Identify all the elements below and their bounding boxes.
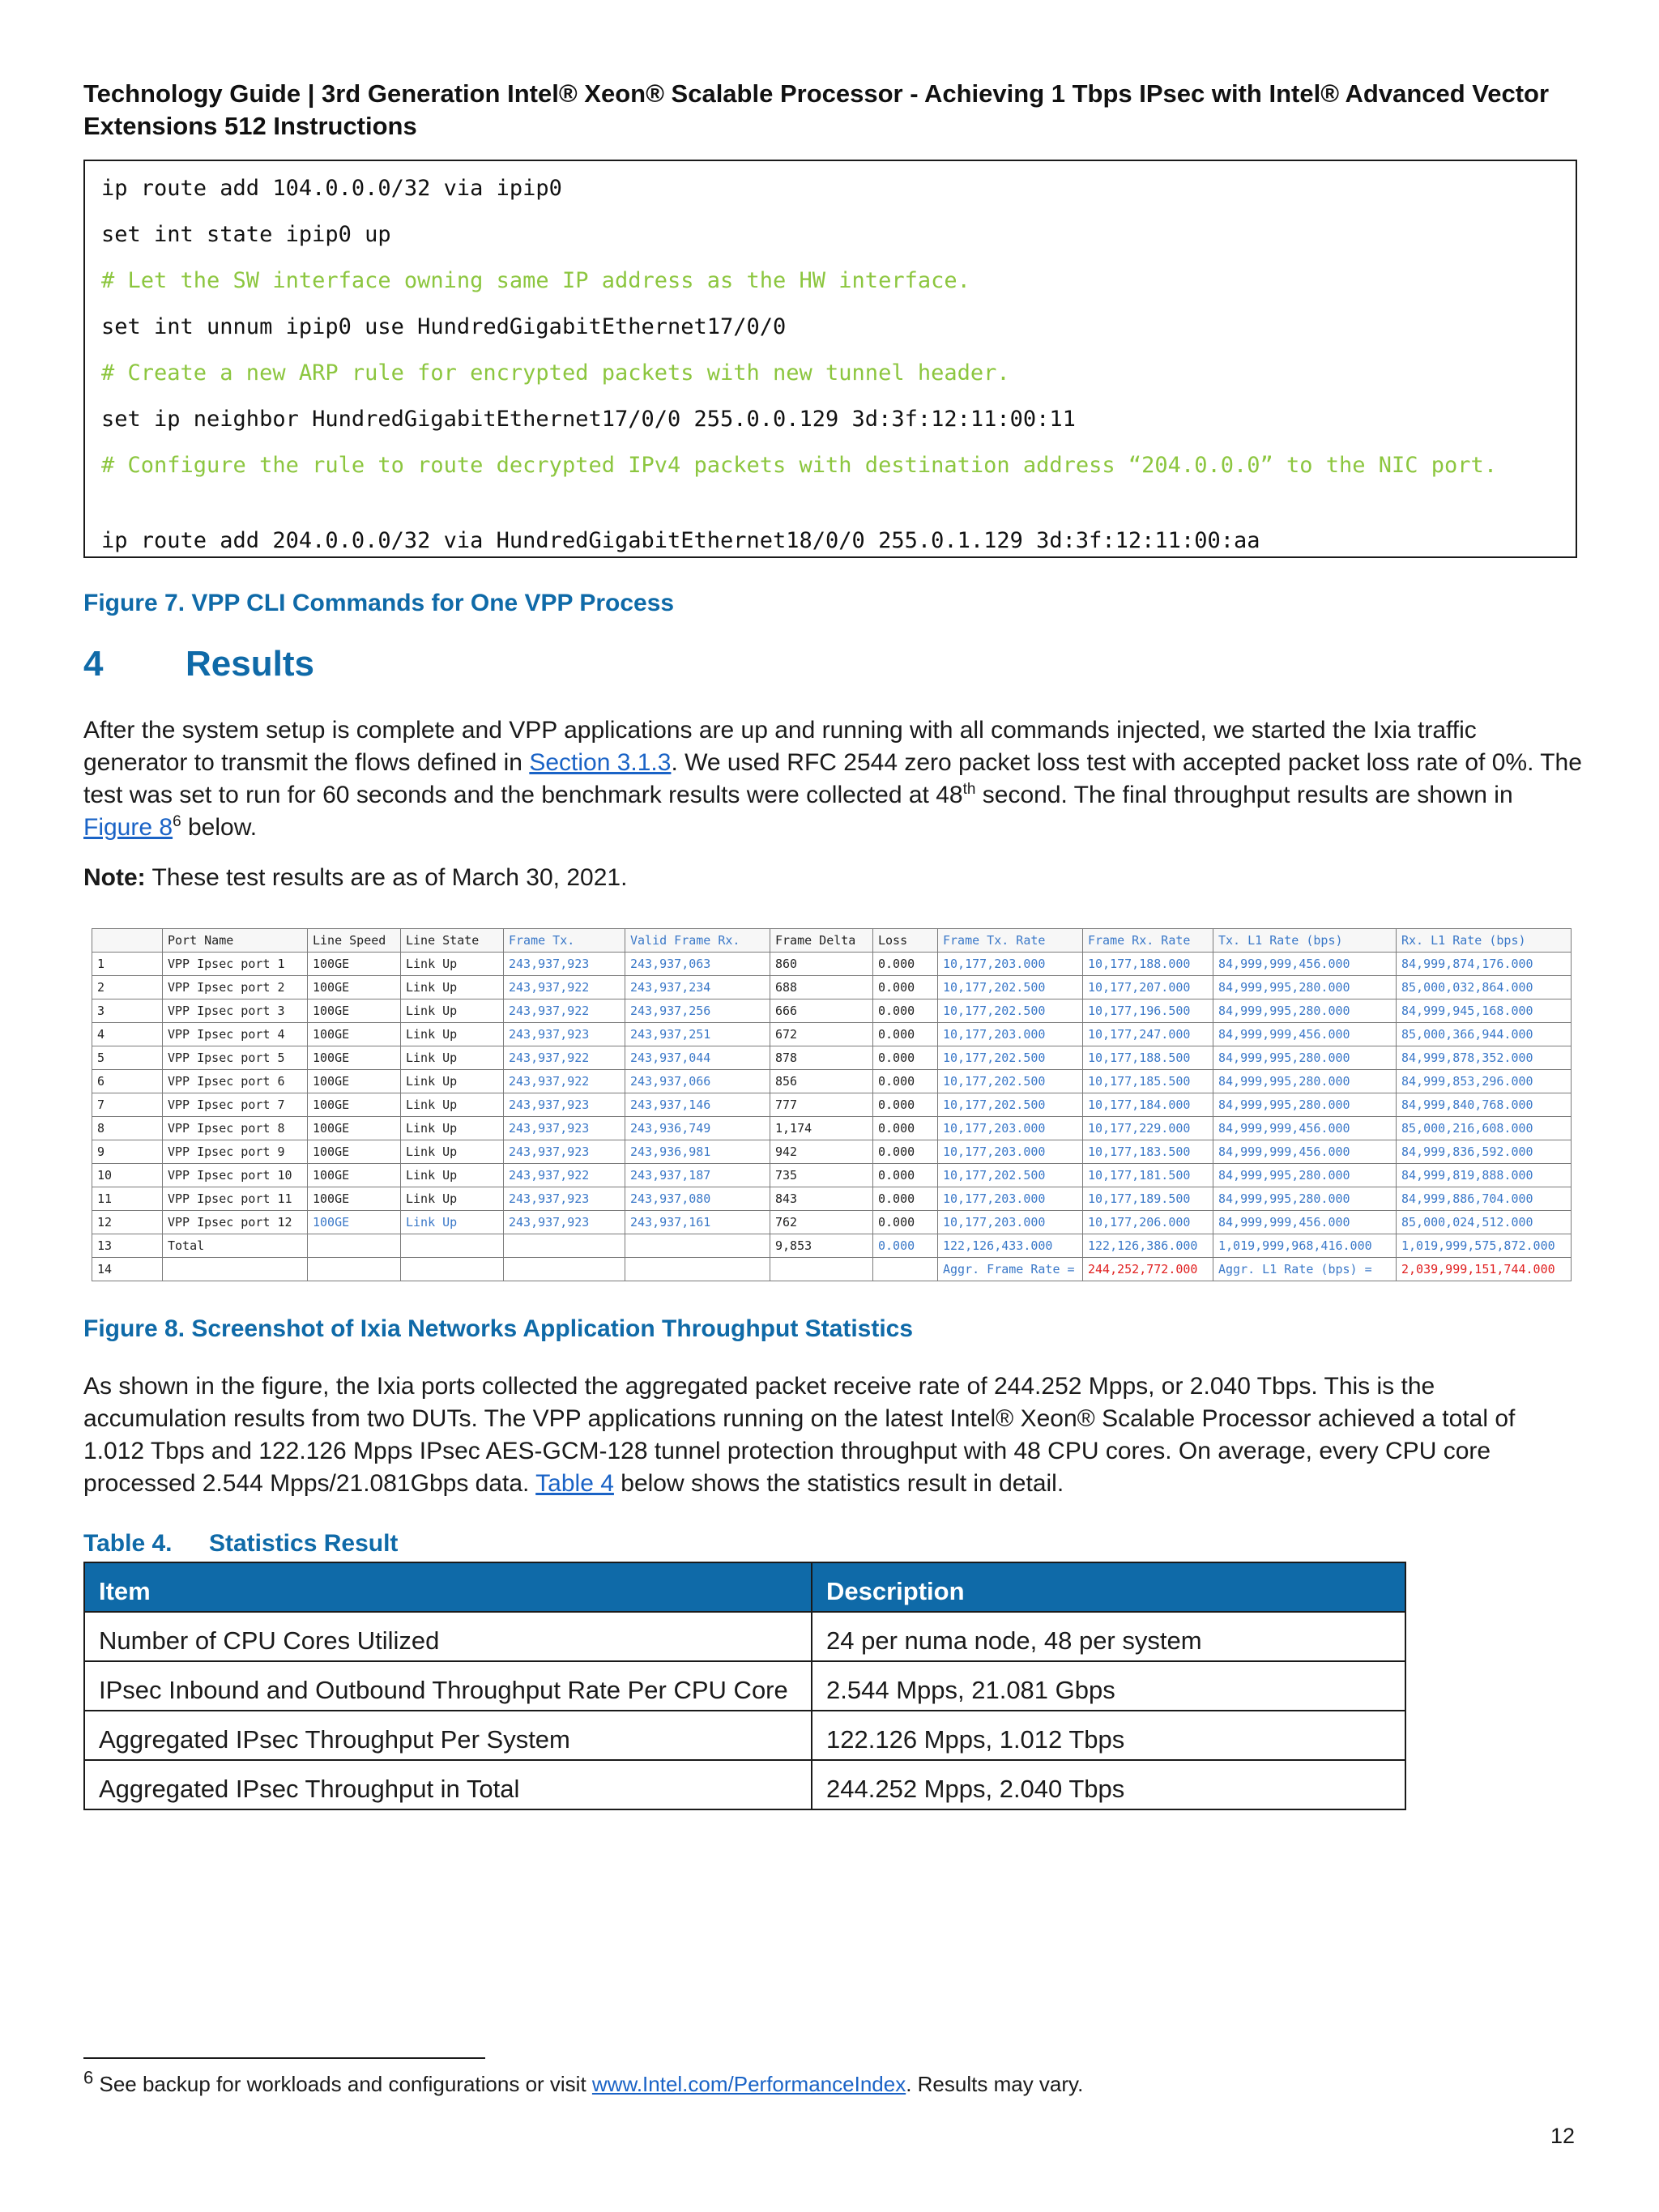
- table-title: [83, 1530, 398, 1558]
- table-cell: 243,937,923: [504, 1211, 625, 1234]
- table-cell: 7: [92, 1093, 163, 1117]
- table-cell: Link Up: [401, 1093, 504, 1117]
- table-cell: 84,999,819,888.000: [1397, 1164, 1572, 1187]
- section-link[interactable]: Section 3.1.3: [529, 749, 672, 776]
- footnote-text: . Results may vary.: [906, 2072, 1084, 2096]
- table-cell: VPP Ipsec port 7: [163, 1093, 308, 1117]
- note-text: These test results are as of March 30, 2021.: [145, 864, 628, 891]
- table-cell: 860: [770, 953, 873, 976]
- table-cell: 84,999,945,168.000: [1397, 999, 1572, 1023]
- table-cell: Number of CPU Cores Utilized: [84, 1612, 812, 1661]
- table-cell: [163, 1258, 308, 1281]
- table-cell: 0.000: [873, 1046, 938, 1070]
- table-cell: 10,177,203.000: [938, 1023, 1083, 1046]
- table-cell: 243,937,923: [504, 1140, 625, 1164]
- note-paragraph: [83, 862, 1582, 894]
- table-row: [92, 1187, 1572, 1211]
- table-cell: 100GE: [308, 1117, 401, 1140]
- table-cell: 10,177,202.500: [938, 1046, 1083, 1070]
- table-cell: 85,000,024,512.000: [1397, 1211, 1572, 1234]
- table-cell: 84,999,995,280.000: [1213, 1164, 1397, 1187]
- table-cell: [308, 1258, 401, 1281]
- table-cell: 100GE: [308, 1140, 401, 1164]
- table-cell: Link Up: [401, 1023, 504, 1046]
- table-cell: 666: [770, 999, 873, 1023]
- table-cell: 762: [770, 1211, 873, 1234]
- table-cell: 10,177,229.000: [1083, 1117, 1213, 1140]
- note-label: Note:: [83, 864, 146, 891]
- table-cell: 10,177,207.000: [1083, 976, 1213, 999]
- table-row: [92, 1117, 1572, 1140]
- table-cell: [401, 1258, 504, 1281]
- table-cell: 9,853: [770, 1234, 873, 1258]
- table-cell: 24 per numa node, 48 per system: [812, 1612, 1405, 1661]
- performance-index-link[interactable]: www.Intel.com/PerformanceIndex: [591, 2072, 906, 2096]
- table-cell: 243,937,234: [625, 976, 770, 999]
- table-cell: 10,177,189.500: [1083, 1187, 1213, 1211]
- table-cell: Link Up: [401, 1211, 504, 1234]
- table-cell: 10,177,247.000: [1083, 1023, 1213, 1046]
- table-cell: [401, 1234, 504, 1258]
- table-cell: 10,177,181.500: [1083, 1164, 1213, 1187]
- table-cell: [873, 1258, 938, 1281]
- summary-paragraph: [83, 1370, 1582, 1500]
- column-header: Tx. L1 Rate (bps): [1213, 929, 1397, 953]
- table-row: [92, 953, 1572, 976]
- table-cell: 100GE: [308, 1046, 401, 1070]
- table-cell: 243,937,923: [504, 1117, 625, 1140]
- table-cell: 12: [92, 1211, 163, 1234]
- table-cell: Link Up: [401, 1070, 504, 1093]
- table-cell: 1: [92, 953, 163, 976]
- table-cell: VPP Ipsec port 10: [163, 1164, 308, 1187]
- table-cell: 777: [770, 1093, 873, 1117]
- table-cell: 10,177,202.500: [938, 1070, 1083, 1093]
- table-cell: 10,177,188.000: [1083, 953, 1213, 976]
- table-cell: 244.252 Mpps, 2.040 Tbps: [812, 1760, 1405, 1809]
- table-cell: 0.000: [873, 1234, 938, 1258]
- table-cell: 13: [92, 1234, 163, 1258]
- table-cell: 0.000: [873, 999, 938, 1023]
- table-cell: Link Up: [401, 1164, 504, 1187]
- table-cell: 122.126 Mpps, 1.012 Tbps: [812, 1711, 1405, 1760]
- code-comment: # Let the SW interface owning same IP address as the HW interface.: [101, 268, 970, 293]
- table-cell: 10,177,203.000: [938, 1211, 1083, 1234]
- table-cell: 243,937,922: [504, 1070, 625, 1093]
- table-cell: 1,174: [770, 1117, 873, 1140]
- table-cell: 84,999,878,352.000: [1397, 1046, 1572, 1070]
- table-name: Statistics Result: [209, 1530, 399, 1557]
- table-cell: 243,937,922: [504, 1164, 625, 1187]
- table-cell: 84,999,836,592.000: [1397, 1140, 1572, 1164]
- table-row: [92, 1046, 1572, 1070]
- table-cell: 84,999,886,704.000: [1397, 1187, 1572, 1211]
- column-header: Valid Frame Rx.: [625, 929, 770, 953]
- table-cell: 243,937,187: [625, 1164, 770, 1187]
- table-cell: VPP Ipsec port 11: [163, 1187, 308, 1211]
- table-label: Table 4.: [83, 1530, 173, 1557]
- paragraph-text: second. The final throughput results are shown in: [975, 782, 1513, 808]
- table-cell: Aggregated IPsec Throughput in Total: [84, 1760, 812, 1809]
- table-cell: 672: [770, 1023, 873, 1046]
- table-row: [84, 1661, 1405, 1711]
- table-cell: Aggregated IPsec Throughput Per System: [84, 1711, 812, 1760]
- table-cell: 243,937,146: [625, 1093, 770, 1117]
- code-line: ip route add 104.0.0.0/32 via ipip0: [101, 176, 562, 201]
- table-cell: 243,937,256: [625, 999, 770, 1023]
- column-header: Frame Tx. Rate: [938, 929, 1083, 953]
- table-cell: 856: [770, 1070, 873, 1093]
- table-cell: 84,999,995,280.000: [1213, 1046, 1397, 1070]
- aggregate-row: [92, 1258, 1572, 1281]
- table-cell: 10,177,202.500: [938, 976, 1083, 999]
- column-header: Line Speed: [308, 929, 401, 953]
- table-cell: 0.000: [873, 1023, 938, 1046]
- table-cell: 8: [92, 1117, 163, 1140]
- table-cell: 1,019,999,968,416.000: [1213, 1234, 1397, 1258]
- table-cell: Link Up: [401, 999, 504, 1023]
- table-cell: 10,177,184.000: [1083, 1093, 1213, 1117]
- table-cell: 0.000: [873, 1164, 938, 1187]
- section-title: Results: [186, 644, 314, 684]
- stats-header-row: [84, 1562, 1405, 1612]
- table-cell: 244,252,772.000: [1083, 1258, 1213, 1281]
- table-cell: VPP Ipsec port 12: [163, 1211, 308, 1234]
- table-cell: 10,177,203.000: [938, 953, 1083, 976]
- footnote-divider: [83, 2057, 485, 2059]
- code-line: set int unnum ipip0 use HundredGigabitEthernet17/0/0: [101, 314, 787, 339]
- table-cell: Aggr. L1 Rate (bps) =: [1213, 1258, 1397, 1281]
- table-cell: Link Up: [401, 1117, 504, 1140]
- table-cell: 6: [92, 1070, 163, 1093]
- table-cell: 85,000,366,944.000: [1397, 1023, 1572, 1046]
- table-cell: 14: [92, 1258, 163, 1281]
- table-cell: VPP Ipsec port 6: [163, 1070, 308, 1093]
- table-cell: 10,177,183.500: [1083, 1140, 1213, 1164]
- table-cell: VPP Ipsec port 2: [163, 976, 308, 999]
- table-cell: 243,937,923: [504, 953, 625, 976]
- code-block: [83, 160, 1577, 558]
- table-cell: 243,936,981: [625, 1140, 770, 1164]
- table-cell: 10: [92, 1164, 163, 1187]
- table-cell: 84,999,995,280.000: [1213, 976, 1397, 999]
- table-row: [92, 1140, 1572, 1164]
- table-cell: 243,937,080: [625, 1187, 770, 1211]
- footnote: [83, 2067, 1084, 2097]
- table-cell: [770, 1258, 873, 1281]
- table-cell: 84,999,995,280.000: [1213, 999, 1397, 1023]
- table-cell: 735: [770, 1164, 873, 1187]
- table-cell: VPP Ipsec port 3: [163, 999, 308, 1023]
- column-header: Frame Tx.: [504, 929, 625, 953]
- table-cell: Link Up: [401, 976, 504, 999]
- table-cell: 243,937,923: [504, 1093, 625, 1117]
- table-row: [92, 999, 1572, 1023]
- table-cell: Total: [163, 1234, 308, 1258]
- statistics-table: [83, 1562, 1406, 1810]
- table-cell: 0.000: [873, 1117, 938, 1140]
- table-row: [92, 1070, 1572, 1093]
- column-header: Line State: [401, 929, 504, 953]
- table-cell: 243,936,749: [625, 1117, 770, 1140]
- table-cell: 10,177,203.000: [938, 1140, 1083, 1164]
- table-cell: 84,999,999,456.000: [1213, 1023, 1397, 1046]
- code-comment: # Create a new ARP rule for encrypted packets with new tunnel header.: [101, 360, 1010, 386]
- table-cell: 100GE: [308, 1211, 401, 1234]
- table-cell: Link Up: [401, 1046, 504, 1070]
- table-cell: Aggr. Frame Rate =: [938, 1258, 1083, 1281]
- table-cell: 9: [92, 1140, 163, 1164]
- section-heading: [83, 644, 314, 684]
- table-cell: 100GE: [308, 1164, 401, 1187]
- table-cell: 84,999,999,456.000: [1213, 1140, 1397, 1164]
- footnote-mark: 6: [83, 2067, 94, 2088]
- paragraph-text: . We used RFC 2544 zero packet loss test with accepted packet loss rate of 0%. The test was set to run for 60 seconds and the benchmark results were collected at 48: [83, 749, 1582, 808]
- table-cell: 10,177,203.000: [938, 1117, 1083, 1140]
- table-cell: 84,999,995,280.000: [1213, 1093, 1397, 1117]
- footnote-text: See backup for workloads and configurations or visit: [93, 2072, 592, 2096]
- table-cell: 878: [770, 1046, 873, 1070]
- table-cell: 100GE: [308, 953, 401, 976]
- section-number: 4: [83, 644, 104, 684]
- table-cell: 243,937,922: [504, 976, 625, 999]
- table-cell: 4: [92, 1023, 163, 1046]
- table-cell: 2: [92, 976, 163, 999]
- table-cell: 243,937,044: [625, 1046, 770, 1070]
- table-cell: 84,999,874,176.000: [1397, 953, 1572, 976]
- table-row: [84, 1711, 1405, 1760]
- table-row: [92, 976, 1572, 999]
- ixia-header-row: [92, 929, 1572, 953]
- page-number: 12: [1550, 2124, 1576, 2148]
- table-cell: 10,177,202.500: [938, 999, 1083, 1023]
- table-cell: 243,937,161: [625, 1211, 770, 1234]
- table-cell: 243,937,922: [504, 999, 625, 1023]
- table-cell: 843: [770, 1187, 873, 1211]
- ixia-statistics-table: [92, 928, 1572, 1281]
- table-cell: 10,177,185.500: [1083, 1070, 1213, 1093]
- table-cell: 11: [92, 1187, 163, 1211]
- table-cell: 10,177,196.500: [1083, 999, 1213, 1023]
- table-cell: 84,999,995,280.000: [1213, 1187, 1397, 1211]
- table-cell: [625, 1258, 770, 1281]
- table-cell: 688: [770, 976, 873, 999]
- paragraph-text: After the system setup is complete and VPP applications are up and running with all commands injected, we started the Ixia traffic generator to transmit the flows defined in: [83, 717, 1477, 776]
- table-cell: 2,039,999,151,744.000: [1397, 1258, 1572, 1281]
- code-comment: # Configure the rule to route decrypted IPv4 packets with destination address “204.0.0.0” to the NIC port.: [101, 453, 1498, 478]
- figure-caption: Figure 7. VPP CLI Commands for One VPP Process: [83, 590, 675, 616]
- column-header: Port Name: [163, 929, 308, 953]
- table-row: [92, 1211, 1572, 1234]
- table-cell: [625, 1234, 770, 1258]
- code-line: set ip neighbor HundredGigabitEthernet17/0/0 255.0.0.129 3d:3f:12:11:00:11: [101, 407, 1076, 432]
- table-cell: VPP Ipsec port 1: [163, 953, 308, 976]
- table-cell: 84,999,853,296.000: [1397, 1070, 1572, 1093]
- table-cell: 84,999,999,456.000: [1213, 1117, 1397, 1140]
- table-cell: 243,937,251: [625, 1023, 770, 1046]
- table-cell: 84,999,999,456.000: [1213, 953, 1397, 976]
- table-row: [92, 1093, 1572, 1117]
- table-cell: Link Up: [401, 1187, 504, 1211]
- table-cell: 0.000: [873, 1070, 938, 1093]
- paragraph-text: below shows the statistics result in detail.: [613, 1470, 1064, 1497]
- table-cell: 100GE: [308, 1093, 401, 1117]
- table-cell: 10,177,206.000: [1083, 1211, 1213, 1234]
- table-cell: 100GE: [308, 976, 401, 999]
- total-row: [92, 1234, 1572, 1258]
- intro-paragraph: [83, 714, 1582, 844]
- figure-link[interactable]: Figure 8: [83, 814, 173, 841]
- table-cell: 243,937,066: [625, 1070, 770, 1093]
- table-cell: VPP Ipsec port 9: [163, 1140, 308, 1164]
- table-cell: 10,177,203.000: [938, 1187, 1083, 1211]
- column-header: [92, 929, 163, 953]
- table-link[interactable]: Table 4: [535, 1470, 614, 1497]
- column-header: Frame Delta: [770, 929, 873, 953]
- table-cell: 942: [770, 1140, 873, 1164]
- table-cell: 10,177,202.500: [938, 1093, 1083, 1117]
- table-cell: IPsec Inbound and Outbound Throughput Rate Per CPU Core: [84, 1661, 812, 1711]
- table-cell: [504, 1234, 625, 1258]
- table-cell: 84,999,999,456.000: [1213, 1211, 1397, 1234]
- table-cell: 84,999,840,768.000: [1397, 1093, 1572, 1117]
- table-cell: 85,000,216,608.000: [1397, 1117, 1572, 1140]
- table-cell: 1,019,999,575,872.000: [1397, 1234, 1572, 1258]
- column-header: Loss: [873, 929, 938, 953]
- table-cell: 122,126,433.000: [938, 1234, 1083, 1258]
- table-row: [84, 1760, 1405, 1809]
- code-line: set int state ipip0 up: [101, 222, 391, 247]
- footnote-ref: 6: [173, 813, 181, 830]
- table-cell: 2.544 Mpps, 21.081 Gbps: [812, 1661, 1405, 1711]
- table-cell: 0.000: [873, 1140, 938, 1164]
- table-cell: 84,999,995,280.000: [1213, 1070, 1397, 1093]
- table-row: [92, 1164, 1572, 1187]
- column-header: Rx. L1 Rate (bps): [1397, 929, 1572, 953]
- table-cell: 0.000: [873, 953, 938, 976]
- table-cell: 122,126,386.000: [1083, 1234, 1213, 1258]
- column-header: Item: [84, 1562, 812, 1612]
- paragraph-text: below.: [181, 814, 258, 841]
- table-cell: 243,937,922: [504, 1046, 625, 1070]
- table-cell: [308, 1234, 401, 1258]
- table-cell: [504, 1258, 625, 1281]
- table-cell: 100GE: [308, 1023, 401, 1046]
- figure-caption: Figure 8. Screenshot of Ixia Networks Application Throughput Statistics: [83, 1315, 914, 1342]
- table-cell: 85,000,032,864.000: [1397, 976, 1572, 999]
- table-cell: 100GE: [308, 1070, 401, 1093]
- paragraph-text: As shown in the figure, the Ixia ports collected the aggregated packet receive rate of 244.252 Mpps, or 2.040 Tbps. This is the accumulation results from two DUTs. The VPP applications running on the latest Intel® Xeon® Scalable Processor achieved a total of 1.012 Tbps and 122.126 Mpps IPsec AES-GCM-128 tunnel protection throughput with 48 CPU cores. On average, every CPU core processed 2.544 Mpps/21.081Gbps data.: [83, 1373, 1516, 1497]
- table-cell: VPP Ipsec port 8: [163, 1117, 308, 1140]
- table-cell: 10,177,202.500: [938, 1164, 1083, 1187]
- table-row: [84, 1612, 1405, 1661]
- table-cell: 3: [92, 999, 163, 1023]
- table-cell: 0.000: [873, 1093, 938, 1117]
- column-header: Description: [812, 1562, 1405, 1612]
- table-cell: 10,177,188.500: [1083, 1046, 1213, 1070]
- table-cell: VPP Ipsec port 5: [163, 1046, 308, 1070]
- table-cell: 243,937,923: [504, 1187, 625, 1211]
- table-cell: 100GE: [308, 1187, 401, 1211]
- table-cell: Link Up: [401, 953, 504, 976]
- superscript: th: [962, 781, 976, 798]
- table-cell: 0.000: [873, 1211, 938, 1234]
- table-cell: 243,937,063: [625, 953, 770, 976]
- table-cell: 100GE: [308, 999, 401, 1023]
- code-line: ip route add 204.0.0.0/32 via HundredGigabitEthernet18/0/0 255.0.1.129 3d:3f:12:11:00:aa: [101, 528, 1260, 553]
- table-cell: 243,937,923: [504, 1023, 625, 1046]
- table-row: [92, 1023, 1572, 1046]
- table-cell: 0.000: [873, 1187, 938, 1211]
- table-cell: Link Up: [401, 1140, 504, 1164]
- table-cell: VPP Ipsec port 4: [163, 1023, 308, 1046]
- table-cell: 0.000: [873, 976, 938, 999]
- column-header: Frame Rx. Rate: [1083, 929, 1213, 953]
- table-cell: 5: [92, 1046, 163, 1070]
- document-header: Technology Guide | 3rd Generation Intel® Xeon® Scalable Processor - Achieving 1 Tbps IPsec with Intel® Advanced Vector Extensions 512 Instructions: [83, 79, 1550, 140]
